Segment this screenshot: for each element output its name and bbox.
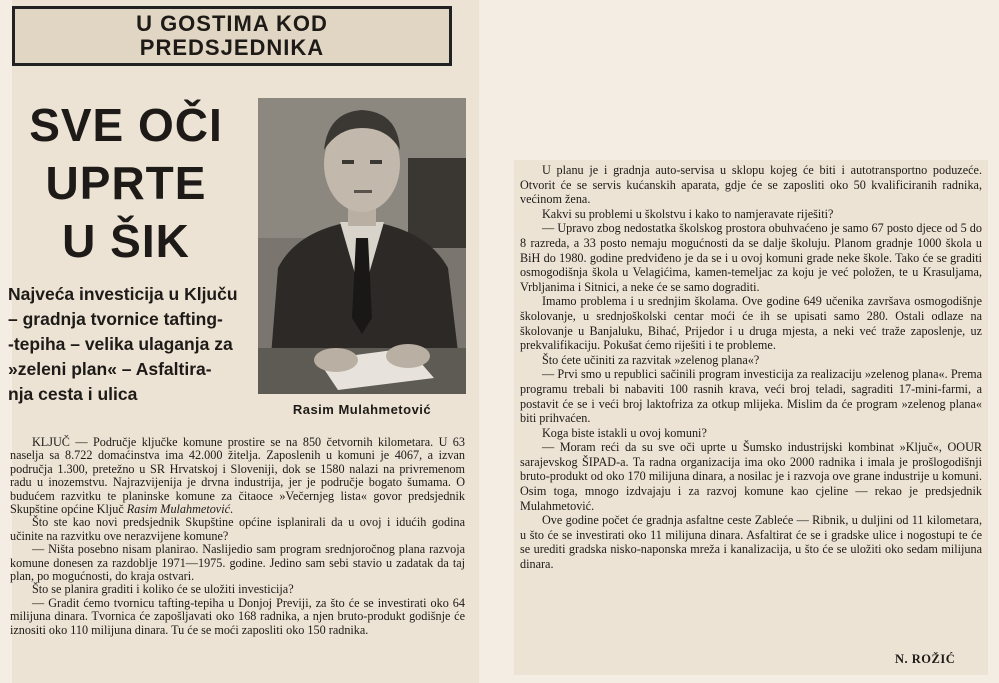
intro-paragraph [10,436,465,516]
question-4: Što ćete učiniti za razvitak »zelenog plana«? [542,352,760,367]
portrait-illustration [258,98,466,394]
paragraph-services: U planu je i gradnja auto-servisa u sklopu kojeg će biti i autotransportno poduzeće. Otvorit će se servis kućanskih aparata, gdje će se zaposliti oko 50 kvalificiranih radnika, većinom žena. [520,163,982,207]
banner-title: U GOSTIMA KOD PREDSJEDNIKA [136,11,328,60]
answer-5: — Moram reći da su sve oči uprte u Šumsko industrijski kombinat »Ključ«, OOUR sarajevskog ŠIPAD-a. Ta radna organizacija ima oko 2000 radnika i imala je prošlogodišnji bruto-produkt od oko 170 milijuna dinara, a nosilac je i razvoja ove grane industrije u komuni. Osim toga, mnogo izdvajaju i za razvoj komune kao cjeline — rekao je predsjednik Mulahmetović. [520,440,982,513]
answer-2: — Gradit ćemo tvornicu tafting-tepiha u Donjoj Previji, za što će se investirati oko 64 milijuna dinara. Tvornica će zapošljavati oko 168 radnika, a njen bruto-produkt godišnje će iznositi oko 110 milijuna dinara. Tu će se moći zaposliti oko 150 radnika. [10,595,465,637]
intro-end: . [230,502,234,517]
question-5: Koga biste istakli u ovoj komuni? [542,425,707,440]
author-signature: N. ROŽIĆ [895,652,956,666]
paragraph-roads: Ove godine počet će gradnja asfaltne ceste Zableće — Ribnik, u duljini od 11 kilometara, u što će se investirati oko 11 milijuna dinara. Asfaltirat će se i gradske ulice i nogostupi te će se urediti gradska nisko-naponska mreža i kanalizacija, u što će se uložiti oko sedam milijuna dinara. [520,513,982,572]
photo-caption: Rasim Mulahmetović [292,402,432,417]
answer-4: — Prvi smo u republici sačinili program investicija za realizaciju »zelenog plana«. Prema programu trebali bi nabaviti 100 rasnih krava, veći broj teladi, sagraditi 17-mini-farmi, a postavit će se i veći broj laktofriza za otkup mlijeka. Mislim da će program »zelenog plana« biti prihvaćen. [520,367,982,426]
section-banner [12,6,452,66]
answer-1: — Ništa posebno nisam planirao. Naslijedio sam program srednjoročnog plana razvoja komune donesen za razdoblje 1971—1975. godine. Jedino sam sebi stavio u zadatak da taj plan, po mogućnosti, do kraja ostvari. [10,542,465,584]
portrait-photo [258,98,466,394]
question-1: Što ste kao novi predsjednik Skupštine općine isplanirali da u ovoj i idućih godina učinite na razvitku ove nerazvijene komune? [10,515,465,543]
article-body-left [10,436,465,637]
article-subheadline: Najveća investicija u Ključu – gradnja tvornice tafting- -tepiha – velika ulaganja za »zeleni plan« – Asfaltira- nja cesta i ulica [8,284,238,404]
interviewee-name: Rasim Mulahmetović [126,502,231,517]
article-headline: SVE OČI UPRTE U ŠIK [29,99,223,267]
paragraph-secondary-schools: Imamo problema i u srednjim školama. Ove godine 649 učenika završava osmogodišnje školovanje, u srednjoškolski centar moći će ih se upisati samo 280. Ostali odlaze na školovanje u Banjaluku, Bihać, Prijedor i u druga mjesta, a neki već traže zaposlenje, uz prekvalifikaciju. Pokušat ćemo riješiti i te probleme. [520,294,982,353]
intro-text: KLJUČ — Područje ključke komune prostire se na 850 četvornih kilometara. U 63 naselja sa 8.722 domaćinstva ima 42.000 žitelja. Zaposlenih u komuni je 4067, a izvan područja 1.300, pretežno u SR Hrvatskoj i Sloveniji, dok se 1580 nalazi na privremenom radu u inozemstvu. Najrazvijenija je drvna industrija, jer je područje bogato šumama. O budućem razvitku te planinske komune za čitaoce »Večernjeg lista« govor predsjednik Skupštine općine Ključ [10,435,465,517]
answer-3: — Upravo zbog nedostatka školskog prostora obuhvaćeno je samo 67 posto djece od 5 do 8 razreda, a 33 posto nemaju mogućnosti da se dalje školuju. Planom gradnje 1000 škola u BiH do 1980. godine predviđeno je da se i u ovoj komuni grade neke škole. Tako će se graditi osmogodišnja škola u Velagićima, kamen-temeljac za koju je već položen, te u Krasuljama, Vrbljanima i Sitnici, a neke će se samo dograditi. [520,221,982,294]
article-body-right [520,163,982,572]
question-2: Što se planira graditi i koliko će se uložiti investicija? [32,582,294,597]
question-3: Kakvi su problemi u školstvu i kako to namjeravate riješiti? [542,206,834,221]
